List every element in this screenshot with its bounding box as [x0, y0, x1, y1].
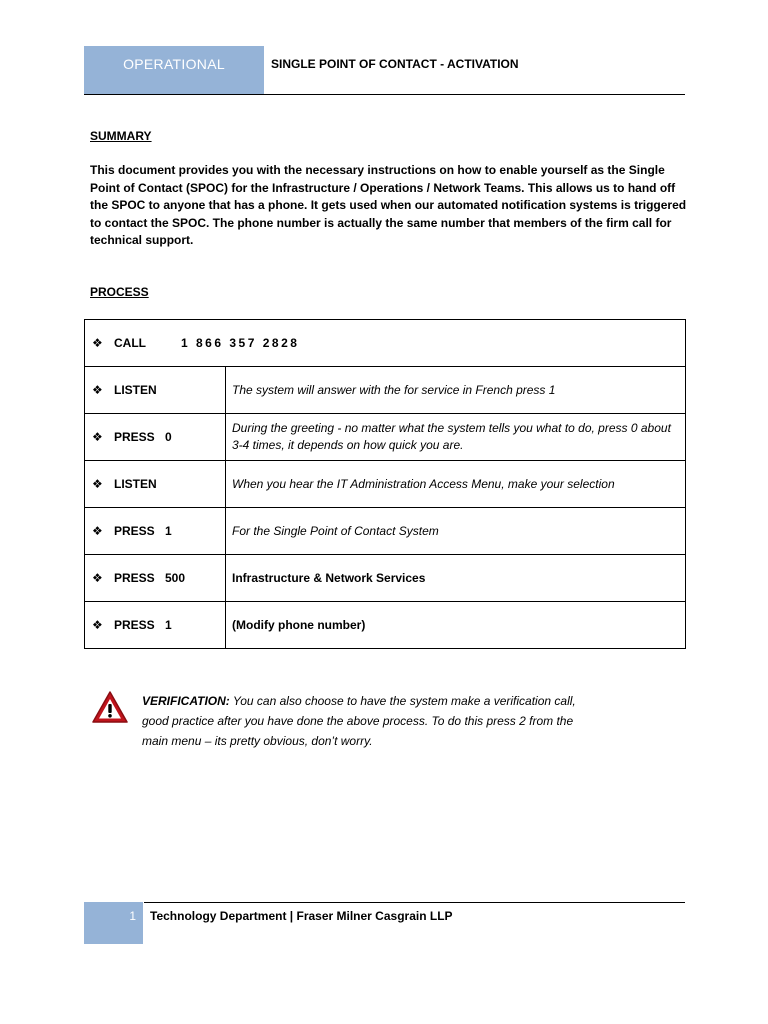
step-verb: PRESS: [114, 524, 155, 538]
document-title: SINGLE POINT OF CONTACT - ACTIVATION: [271, 57, 519, 71]
step-description: The system will answer with the for service in French press 1: [226, 367, 686, 414]
step-verb: CALL: [114, 336, 146, 350]
diamond-bullet-icon: ❖: [92, 383, 103, 397]
step-value: 500: [165, 571, 186, 585]
summary-paragraph: This document provides you with the necessary instructions on how to enable yourself as the Single Point of Contact (SPOC) for the Infrastructure / Operations / Network Teams. This allows us to hand off the SPOC to anyone that has a phone. It gets used when our automated notification systems is triggered to contact the SPOC. The phone number is actually the same number that members of the firm call for technical support.: [90, 163, 687, 248]
page-number-box: [84, 902, 143, 944]
step-verb: LISTEN: [114, 477, 157, 491]
table-row: [85, 508, 686, 555]
table-row: [85, 367, 686, 414]
step-value: 0: [165, 430, 172, 444]
step-action-cell: [85, 367, 226, 414]
diamond-bullet-icon: ❖: [92, 571, 103, 585]
step-action-cell: [85, 508, 226, 555]
verification-note: [142, 692, 582, 751]
step-action-cell: [85, 602, 226, 649]
step-value: 1: [165, 618, 172, 632]
diamond-bullet-icon: ❖: [92, 524, 103, 538]
step-action-cell: [85, 414, 226, 461]
page-number: 1: [129, 909, 136, 923]
header-divider: [84, 94, 685, 95]
diamond-bullet-icon: ❖: [92, 477, 103, 491]
step-description: Infrastructure & Network Services: [226, 555, 686, 602]
table-row: [85, 555, 686, 602]
step-verb: PRESS: [114, 618, 155, 632]
step-description: During the greeting - no matter what the system tells you what to do, press 0 about 3-4 times, it depends on how quick you are.: [226, 414, 686, 461]
footer-text: Technology Department | Fraser Milner Casgrain LLP: [150, 909, 453, 923]
process-heading: PROCESS: [90, 285, 149, 299]
step-verb: PRESS: [114, 430, 155, 444]
diamond-bullet-icon: ❖: [92, 336, 103, 350]
step-description: When you hear the IT Administration Access Menu, make your selection: [226, 461, 686, 508]
process-table: [84, 319, 686, 649]
summary-heading: SUMMARY: [90, 129, 152, 143]
table-row: [85, 602, 686, 649]
step-action-cell: [85, 555, 226, 602]
diamond-bullet-icon: ❖: [92, 618, 103, 632]
table-row: [85, 461, 686, 508]
verification-text: You can also choose to have the system make a verification call, good practice after you have done the above process. To do this press 2 from the main menu – its pretty obvious, don’t worry.: [142, 694, 576, 748]
step-value: 1: [165, 524, 172, 538]
step-description: (Modify phone number): [226, 602, 686, 649]
warning-triangle-icon: [91, 690, 129, 724]
call-step-cell: [85, 320, 686, 367]
step-description: For the Single Point of Contact System: [226, 508, 686, 555]
header-tab-label: OPERATIONAL: [123, 56, 225, 72]
step-verb: PRESS: [114, 571, 155, 585]
diamond-bullet-icon: ❖: [92, 430, 103, 444]
table-row: [85, 414, 686, 461]
step-action-cell: [85, 461, 226, 508]
footer-divider: [144, 902, 685, 903]
header-tab: [84, 46, 264, 94]
table-row-call: [85, 320, 686, 367]
step-verb: LISTEN: [114, 383, 157, 397]
phone-number: 1 866 357 2828: [181, 336, 300, 350]
verification-label: VERIFICATION:: [142, 694, 230, 708]
